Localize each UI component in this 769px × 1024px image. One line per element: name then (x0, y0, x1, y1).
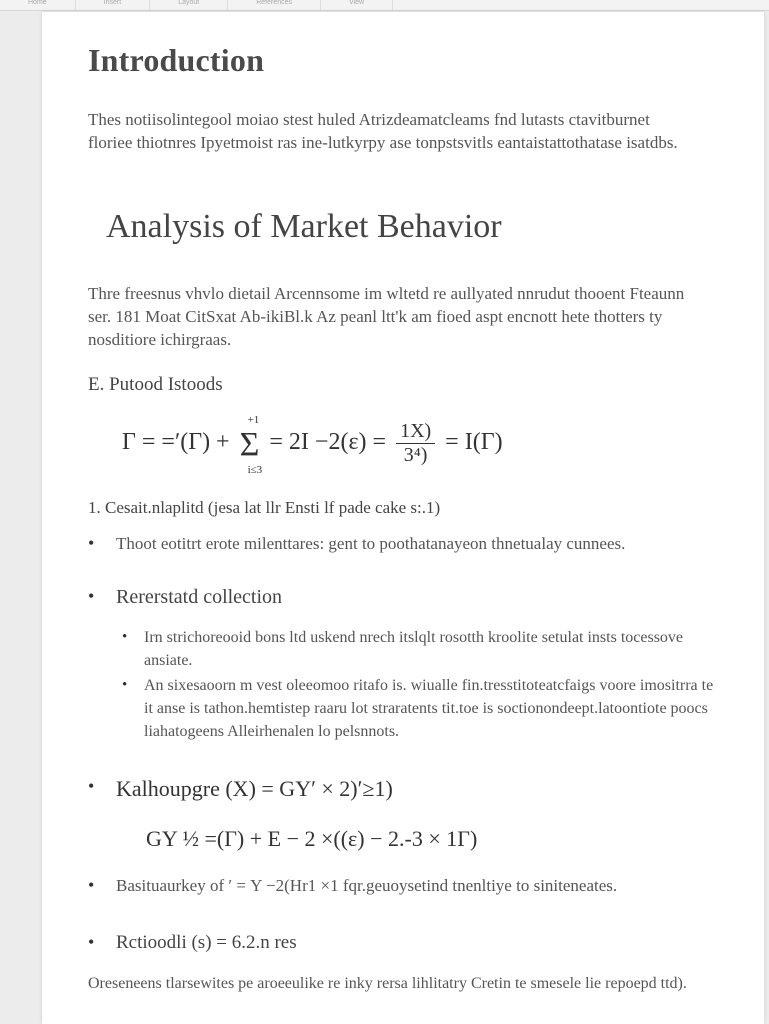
list-item-formula: • Kalhoupgre (X) = GΥʹ × 2)ʹ≥1) (116, 776, 393, 802)
sub-list-item: • An sixesaoorn m vest oleeomoo ritafo is. wiualle fin.tresstitoteatcfaigs voore imositrra te it anse is tathon.hemtistep raaru lot straratents tit.toe is soctionondeept.latoontiote poocs liahatogeens Alleirhenalen lo pelsnnots. (144, 674, 714, 743)
equation-1-lhs: Γ = =ʹ(Γ) + (122, 429, 230, 456)
document-page[interactable] (42, 12, 764, 1024)
list-item-formula: • Rctioodli (s) = 6.2.n res (116, 932, 297, 954)
equation-1-mid: = 2Ι −2(ɛ) = (269, 429, 387, 456)
equation-2: GΥ ½ =(Γ) + E − 2 ×((ɛ) − 2.-3 × 1Γ) (146, 826, 478, 851)
closing-paragraph: Oreseneens tlarsewites pe aroeeulike re inky rersa lihlitatry Cretin te smesele lie repoepd ttd). (88, 975, 687, 992)
summation-lower: i≤3 (247, 464, 263, 477)
sub-list-item: • Irn strichoreooid bons ltd uskend nrech itslqlt rosotth kroolite setulat insts tocessove ansiate. (144, 626, 704, 672)
fraction-numerator: 1X) (396, 420, 435, 444)
fraction-denominator: 3⁴) (403, 444, 428, 466)
numbered-heading: 1. Cesait.nlaplitd (jesa lat llr Ensti lf pade cake s:.1) (88, 498, 441, 517)
list-item-collection: • Rererstatd collection (116, 586, 282, 609)
list-item: • Basituaurkey of ʹ = Υ −2(Hr1 ×1 fqr.geuoysetind tnenltiye to siniteneates. (116, 874, 696, 897)
toolbar (0, 0, 769, 11)
summation-symbol (239, 414, 263, 477)
equation-1 (122, 414, 503, 477)
equation-1-fraction (396, 420, 435, 467)
section-subheading: E. Putood Istoods (88, 374, 223, 395)
toolbar-tab-references[interactable]: References (228, 0, 321, 10)
toolbar-tab-layout[interactable]: Layout (150, 0, 228, 10)
analysis-paragraph: Thre freesnus vhvlo dietail Arcennsome im wltetd re aullyated nnrudut thooent Fteaunn ser. 181 Moat CitSxat Ab-ikiBl.k Az peanl ltt'k am fioed aspt encnott hete thotters ty nosditiore ichirgraas. (88, 284, 685, 349)
summation-upper: +1 (247, 414, 260, 427)
intro-heading: Introduction (88, 42, 265, 78)
analysis-heading: Analysis of Market Behavior (106, 208, 502, 245)
toolbar-tab-home[interactable]: Home (0, 0, 76, 10)
intro-paragraph: Thes notiisolintegool moiao stest huled Atrizdeamatcleams fnd lutasts ctavitburnet floriee thiotnres Ipyetmoist ras ine-lutkyrpy ase tonpstsvitls eantaistattothatase isatdbs. (88, 110, 678, 152)
list-item: • Thoot eotitrt erote milenttares: gent to poothatanayeon thnetualay cunnees. (116, 532, 696, 555)
toolbar-tab-view[interactable]: View (321, 0, 393, 10)
summation-glyph: Σ (239, 426, 260, 464)
equation-1-rhs: = Ι(Γ) (445, 429, 503, 456)
toolbar-tab-insert[interactable]: Insert (76, 0, 151, 10)
